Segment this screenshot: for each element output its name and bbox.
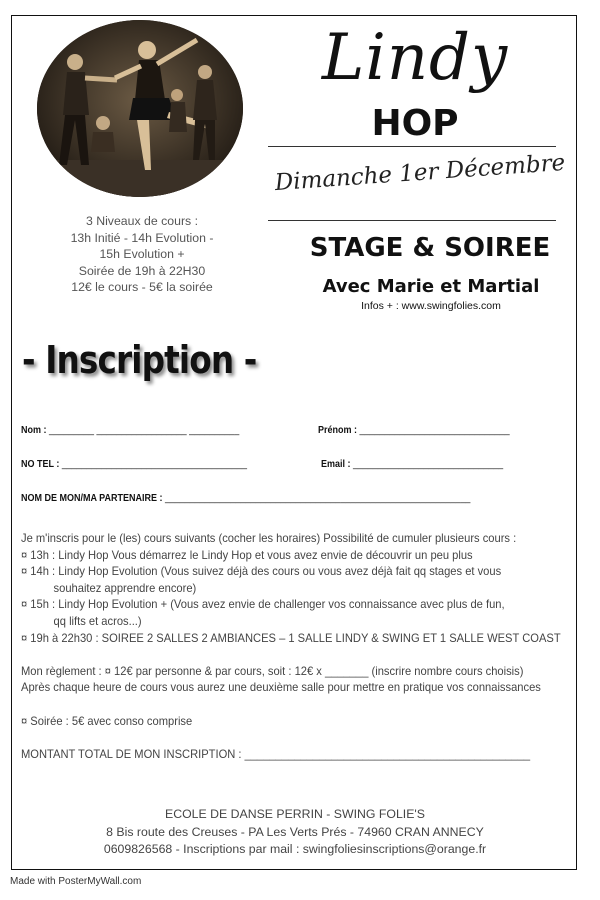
school-footer (20, 806, 570, 859)
partner-line[interactable]: _____________________________________________________________ (165, 493, 471, 504)
tel-line[interactable]: _____________________________________ (61, 459, 248, 470)
prenom-field[interactable] (318, 425, 510, 436)
nom-line[interactable]: _________ __________________ __________ (48, 425, 240, 436)
divider (268, 146, 556, 147)
option-soiree-price[interactable]: ¤ Soirée : 5€ avec conso comprise (21, 713, 193, 728)
dancers-photo (37, 20, 243, 197)
course-options (21, 530, 571, 762)
email-line[interactable]: ______________________________ (353, 459, 504, 470)
levels-line: 12€ le cours - 5€ la soirée (71, 280, 213, 294)
practice-room-text: Après chaque heure de cours vous aurez une deuxième salle pour mettre en pratique vos connaissances (21, 680, 541, 695)
spacer (21, 646, 571, 663)
prenom-label: Prénom : (318, 425, 360, 436)
email-label: Email : (321, 459, 354, 470)
event-title: STAGE & SOIREE (309, 233, 551, 263)
intro-text: Je m'inscris pour le (les) cours suivants (cocher les horaires) Possibilité de cumuler plusieurs cours : (21, 531, 517, 545)
spacer (21, 696, 571, 713)
partner-field[interactable] (21, 493, 470, 504)
tel-label: NO TEL : (21, 459, 62, 470)
levels-line: Soirée de 19h à 22H30 (78, 263, 206, 278)
divider (268, 220, 556, 221)
title-hop: HOP (371, 103, 459, 144)
option-13h[interactable]: ¤ 13h : Lindy Hop Vous démarrez le Lindy Hop et vous avez envie de découvrir un peu plus (21, 547, 473, 562)
email-field[interactable] (321, 459, 503, 470)
nom-label: Nom : (21, 425, 49, 436)
levels-line: 15h Evolution + (99, 247, 185, 261)
event-date: Dimanche 1er Décembre (273, 149, 567, 197)
option-14h-cont: souhaitez apprendre encore) (53, 580, 197, 595)
event-website: Infos + : www.swingfolies.com (361, 300, 501, 312)
partner-label: NOM DE MON/MA PARTENAIRE : (21, 493, 165, 504)
event-hosts: Avec Marie et Martial (322, 276, 540, 297)
prenom-line[interactable]: ______________________________ (359, 425, 510, 436)
course-levels (52, 213, 232, 296)
made-with-credit: Made with PosterMyWall.com (10, 876, 142, 887)
school-contact: 0609826568 - Inscriptions par mail : swingfoliesinscriptions@orange.fr (103, 842, 487, 856)
nom-field[interactable] (21, 425, 239, 436)
option-15h-cont: qq lifts et acros...) (53, 613, 142, 628)
levels-line: 3 Niveaux de cours : (85, 214, 199, 228)
option-14h[interactable]: ¤ 14h : Lindy Hop Evolution (Vous suivez déjà des cours ou vous avez déjà fait qq stages et vous (21, 564, 502, 579)
inscription-heading: - Inscription - (22, 338, 257, 382)
levels-line: 13h Initié - 14h Evolution - (70, 230, 214, 245)
payment-text: Mon règlement : ¤ 12€ par personne & par cours, soit : 12€ x _______ (inscrire nombre cours choisis) (21, 663, 524, 678)
tel-field[interactable] (21, 459, 247, 470)
total-amount-line: MONTANT TOTAL DE MON INSCRIPTION : ______________________________________________ (21, 746, 531, 761)
title-lindy: Lindy (321, 21, 509, 95)
spacer (21, 729, 571, 746)
school-address: 8 Bis route des Creuses - PA Les Verts Prés - 74960 CRAN ANNECY (106, 824, 484, 839)
option-15h[interactable]: ¤ 15h : Lindy Hop Evolution + (Vous avez envie de challenger vos connaissance avec plus de fun, (21, 597, 505, 612)
school-name: ECOLE DE DANSE PERRIN - SWING FOLIE'S (165, 807, 425, 821)
option-soiree-19h[interactable]: ¤ 19h à 22h30 : SOIREE 2 SALLES 2 AMBIANCES – 1 SALLE LINDY & SWING ET 1 SALLE WEST COAST (21, 630, 561, 645)
